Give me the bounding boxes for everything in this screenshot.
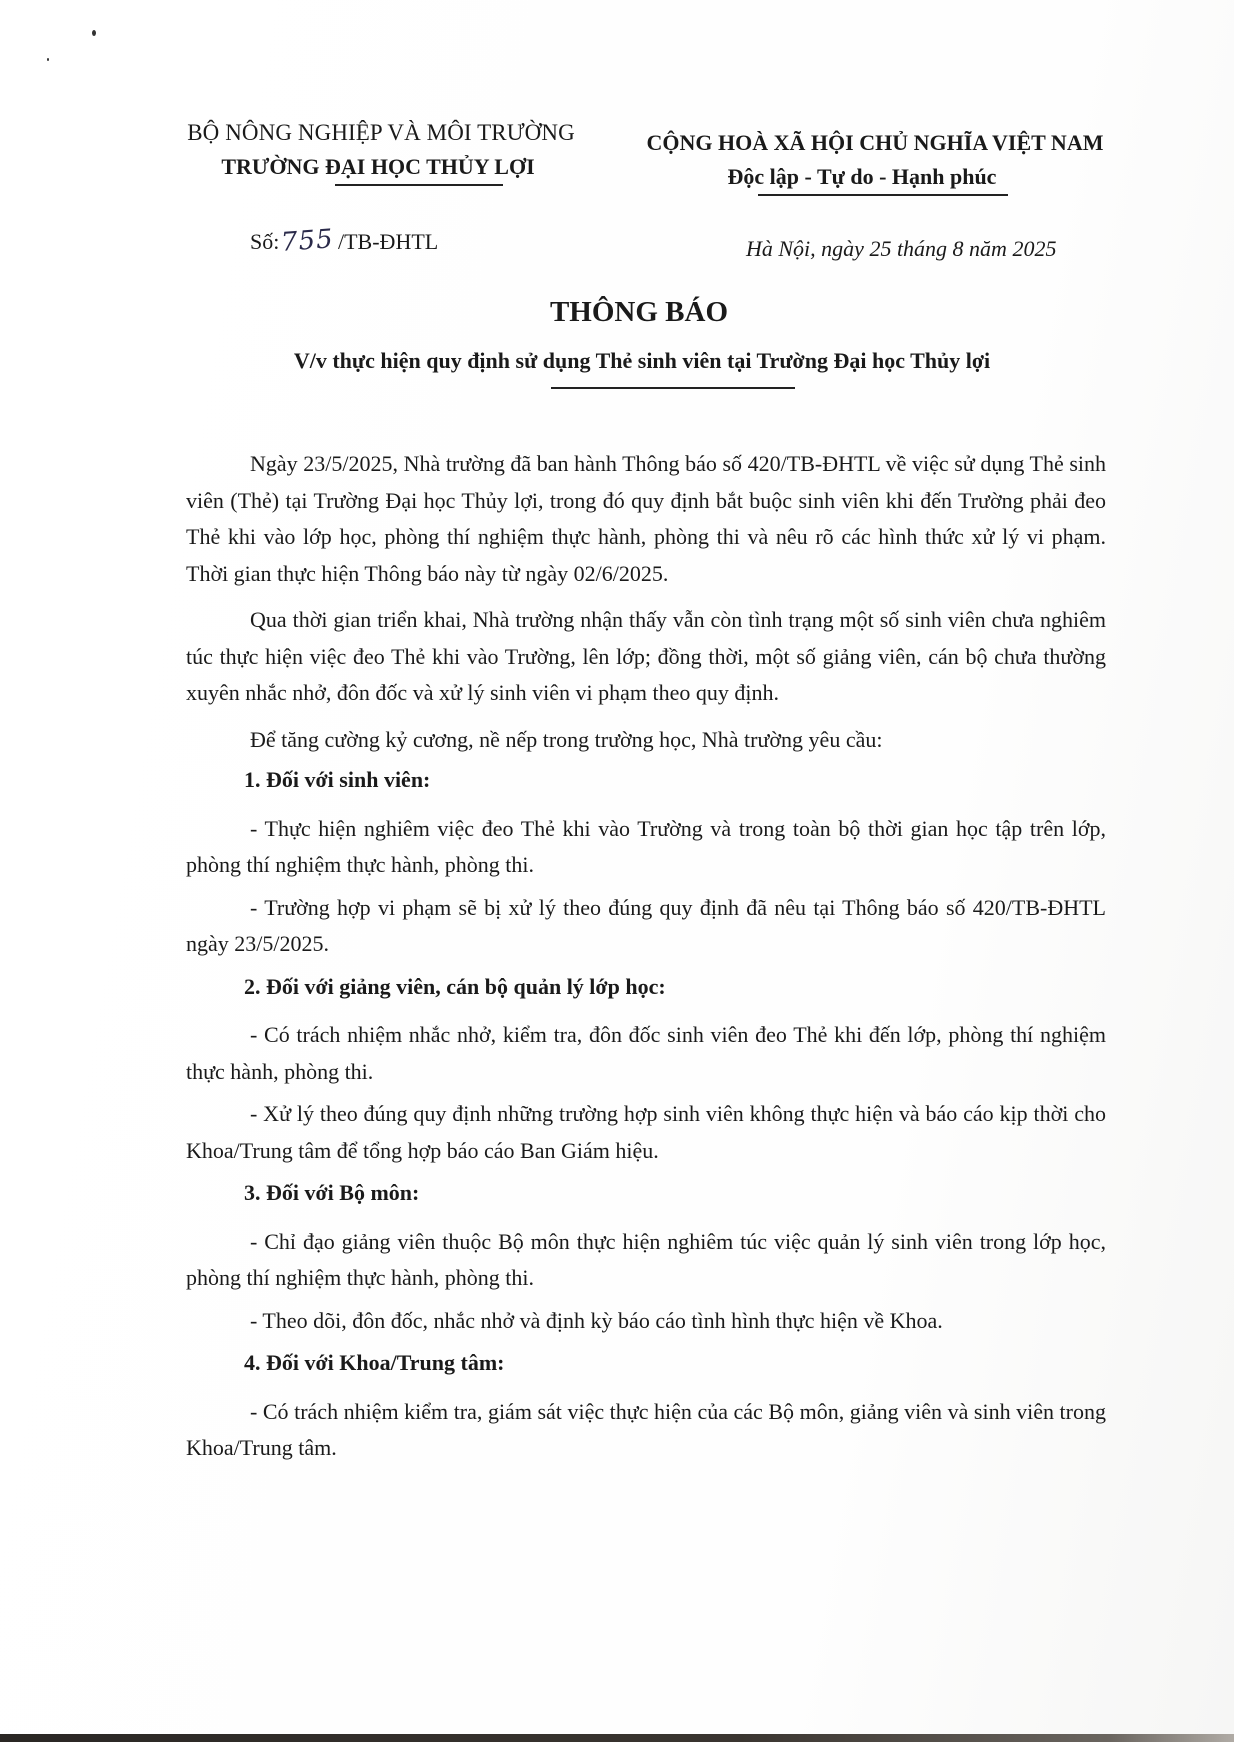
- national-motto: Độc lập - Tự do - Hạnh phúc: [727, 164, 997, 189]
- body-paragraph: Ngày 23/5/2025, Nhà trường đã ban hành Thông báo số 420/TB-ĐHTL về việc sử dụng Thẻ sinh viên (Thẻ) tại Trường Đại học Thủy lợi, trong đó quy định bắt buộc sinh viên khi đến Trường phải đeo Thẻ khi vào lớp học, phòng thí nghiệm thực hành, phòng thi và nêu rõ các hình thức xử lý vi phạm. Thời gian thực hiện Thông báo này từ ngày 02/6/2025.: [186, 451, 1106, 586]
- scan-speck: [92, 30, 96, 36]
- section-heading-faculties: 4. Đối với Khoa/Trung tâm:: [244, 1350, 505, 1375]
- section-heading-students: 1. Đối với sinh viên:: [244, 767, 431, 792]
- nation-name: CỘNG HOÀ XÃ HỘI CHỦ NGHĨA VIỆT NAM: [646, 130, 1104, 155]
- section-item: - Có trách nhiệm nhắc nhở, kiểm tra, đôn đốc sinh viên đeo Thẻ khi đến lớp, phòng thí nghiệm thực hành, phòng thi.: [186, 1022, 1106, 1084]
- school-name: TRƯỜNG ĐẠI HỌC THỦY LỢI: [221, 154, 535, 179]
- scan-bottom-edge: [0, 1734, 1234, 1742]
- document-number: [250, 226, 438, 256]
- document-subject: V/v thực hiện quy định sử dụng Thẻ sinh viên tại Trường Đại học Thủy lợi: [293, 348, 991, 373]
- document-number-label: Số:: [250, 229, 280, 254]
- place-date: Hà Nội, ngày 25 tháng 8 năm 2025: [746, 236, 1057, 261]
- section-heading-lecturers: 2. Đối với giảng viên, cán bộ quản lý lớp học:: [244, 973, 666, 999]
- motto-underline: [758, 194, 1008, 196]
- issuer-underline: [335, 184, 503, 186]
- section-item: - Theo dõi, đôn đốc, nhắc nhở và định kỳ báo cáo tình hình thực hiện về Khoa.: [250, 1307, 943, 1333]
- document-number-suffix: /TB-ĐHTL: [338, 229, 439, 254]
- subject-underline: [551, 387, 795, 389]
- section-heading-departments: 3. Đối với Bộ môn:: [244, 1180, 420, 1205]
- body-paragraph: Để tăng cường kỷ cương, nề nếp trong trường học, Nhà trường yêu cầu:: [250, 726, 883, 752]
- handwritten-number: 755: [280, 224, 335, 258]
- ministry-name: BỘ NÔNG NGHIỆP VÀ MÔI TRƯỜNG: [187, 120, 575, 145]
- document-title: THÔNG BÁO: [549, 296, 729, 328]
- section-item: - Xử lý theo đúng quy định những trường hợp sinh viên không thực hiện và báo cáo kịp thời cho Khoa/Trung tâm để tổng hợp báo cáo Ban Giám hiệu.: [186, 1101, 1106, 1163]
- section-item: - Thực hiện nghiêm việc đeo Thẻ khi vào Trường và trong toàn bộ thời gian học tập trên lớp, phòng thí nghiệm thực hành, phòng thi.: [186, 815, 1106, 877]
- body-paragraph: Qua thời gian triển khai, Nhà trường nhận thấy vẫn còn tình trạng một số sinh viên chưa nghiêm túc thực hiện việc đeo Thẻ khi vào Trường, lên lớp; đồng thời, một số giảng viên, cán bộ chưa thường xuyên nhắc nhở, đôn đốc và xử lý sinh viên vi phạm theo quy định.: [186, 607, 1106, 705]
- issuer-block: [180, 118, 600, 186]
- section-item: - Trường hợp vi phạm sẽ bị xử lý theo đúng quy định đã nêu tại Thông báo số 420/TB-ĐHTL ngày 23/5/2025.: [186, 894, 1106, 956]
- section-item: - Chỉ đạo giảng viên thuộc Bộ môn thực hiện nghiêm túc việc quản lý sinh viên trong lớp học, phòng thí nghiệm thực hành, phòng thi.: [186, 1228, 1106, 1290]
- section-item: - Có trách nhiệm kiểm tra, giám sát việc thực hiện của các Bộ môn, giảng viên và sinh viên trong Khoa/Trung tâm.: [186, 1398, 1106, 1460]
- document-body: [186, 446, 1106, 1473]
- nation-block: [612, 128, 1152, 196]
- scan-speck: [47, 58, 49, 61]
